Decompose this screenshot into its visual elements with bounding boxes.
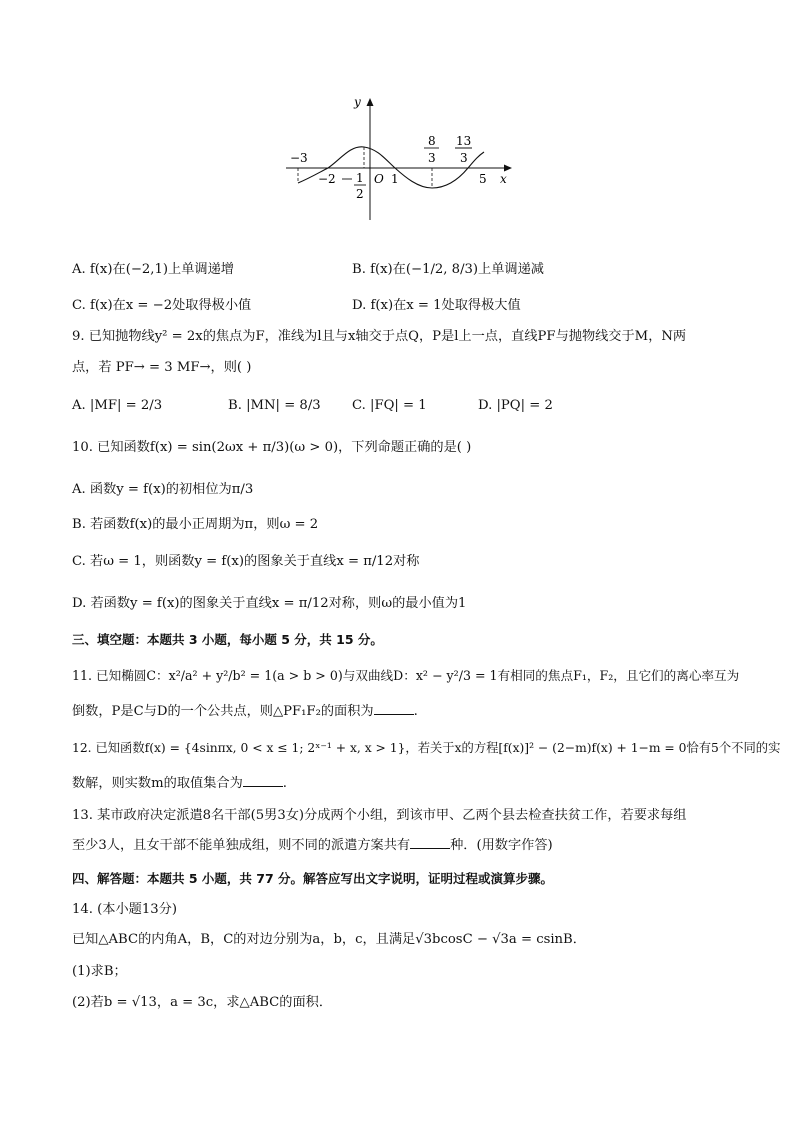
q8-option-b: B. f(x)在(−1/2, 8/3)上单调递减 bbox=[352, 262, 544, 277]
q12-stem-line2 bbox=[72, 774, 734, 794]
origin-label: O bbox=[374, 172, 384, 186]
tick-label-half-numerator: 1 bbox=[356, 171, 364, 185]
x-axis-label: x bbox=[500, 172, 507, 186]
q9-option-b: B. |MN| = 8/3 bbox=[228, 398, 321, 413]
q8-option-a: A. f(x)在(−2,1)上单调递增 bbox=[72, 262, 234, 277]
q11-answer-blank[interactable] bbox=[374, 702, 414, 715]
tick-label-1: 1 bbox=[391, 172, 399, 186]
q11-stem-line1: 11. 已知椭圆C：x²/a² + y²/b² = 1(a > b > 0)与双曲线D：x² − y²/3 = 1有相同的焦点F₁，F₂，且它们的离心率互为 bbox=[72, 668, 740, 683]
tick-label-13-3-numerator: 13 bbox=[456, 134, 472, 148]
q11-stem-line2-end: . bbox=[413, 704, 418, 719]
y-axis-arrow-icon bbox=[367, 98, 374, 106]
function-graph-figure bbox=[280, 90, 520, 225]
q14-stem: 已知△ABC的内角A，B，C的对边分别为a，b，c，且满足√3bcosC − √3a = csinB． bbox=[72, 932, 586, 947]
q13-stem-line2-text: 至少3人，且女干部不能单独成组，则不同的派遣方案共有 bbox=[72, 838, 411, 853]
tick-label-minus2: −2 bbox=[318, 172, 336, 186]
q10-option-d: D. 若函数y = f(x)的图象关于直线x = π/12对称，则ω的最小值为1 bbox=[72, 596, 467, 611]
q9-stem-line2: 点，若 PF→ = 3 MF→，则( ) bbox=[72, 360, 252, 375]
q11-stem-line2-text: 倒数，P是C与D的一个公共点，则△PF₁F₂的面积为 bbox=[72, 704, 374, 719]
q13-stem-line2 bbox=[72, 836, 734, 856]
q13-answer-blank[interactable] bbox=[410, 836, 450, 849]
tick-label-5: 5 bbox=[479, 172, 487, 186]
section3-heading: 三、填空题：本题共 3 小题，每小题 5 分，共 15 分。 bbox=[72, 632, 383, 647]
y-axis-label: y bbox=[354, 95, 361, 109]
q12-stem-line2-end: . bbox=[282, 776, 287, 791]
q12-answer-blank[interactable] bbox=[243, 774, 283, 787]
tick-label-minus3: −3 bbox=[290, 151, 308, 165]
q10-option-c: C. 若ω = 1，则函数y = f(x)的图象关于直线x = π/12对称 bbox=[72, 554, 420, 569]
q10-stem: 10. 已知函数f(x) = sin(2ωx + π/3)(ω > 0)，下列命题正确的是( ) bbox=[72, 440, 472, 455]
section4-heading: 四、解答题：本题共 5 小题，共 77 分。解答应写出文字说明，证明过程或演算步骤。 bbox=[72, 871, 554, 886]
q12-stem-line1: 12. 已知函数f(x) = {4sinπx, 0 < x ≤ 1; 2ˣ⁻¹ + x, x > 1}，若关于x的方程[f(x)]² − (2−m)f(x) + 1−m = 0恰有5个不同的实 bbox=[72, 741, 781, 755]
x-axis-arrow-icon bbox=[504, 165, 512, 172]
q10-option-a: A. 函数y = f(x)的初相位为π/3 bbox=[72, 482, 254, 497]
q10-option-b: B. 若函数f(x)的最小正周期为π，则ω = 2 bbox=[72, 517, 319, 532]
q8-option-c: C. f(x)在x = −2处取得极小值 bbox=[72, 298, 252, 313]
q12-stem-line2-text: 数解，则实数m的取值集合为 bbox=[72, 776, 243, 791]
tick-label-half-denominator: 2 bbox=[356, 187, 364, 201]
q14-title: 14. (本小题13分) bbox=[72, 902, 177, 917]
q14-part1: (1)求B； bbox=[72, 964, 127, 979]
q9-option-d: D. |PQ| = 2 bbox=[478, 398, 553, 413]
q9-stem-line1: 9. 已知抛物线y² = 2x的焦点为F，准线为l且与x轴交于点Q，P是l上一点，直线PF与抛物线交于M，N两 bbox=[72, 329, 687, 344]
q9-option-c: C. |FQ| = 1 bbox=[352, 398, 427, 413]
tick-label-8-3-numerator: 8 bbox=[428, 134, 436, 148]
q13-stem-line2-end: 种．(用数字作答) bbox=[450, 838, 553, 853]
q9-option-a: A. |MF| = 2/3 bbox=[72, 398, 163, 413]
tick-label-13-3-denominator: 3 bbox=[460, 151, 468, 165]
q11-stem-line2 bbox=[72, 702, 734, 722]
tick-label-8-3-denominator: 3 bbox=[428, 151, 436, 165]
q14-part2: (2)若b = √13，a = 3c，求△ABC的面积． bbox=[72, 995, 333, 1010]
q8-option-d: D. f(x)在x = 1处取得极大值 bbox=[352, 298, 521, 313]
q13-stem-line1: 13. 某市政府决定派遣8名干部(5男3女)分成两个小组，到该市甲、乙两个县去检查扶贫工作，若要求每组 bbox=[72, 808, 687, 823]
